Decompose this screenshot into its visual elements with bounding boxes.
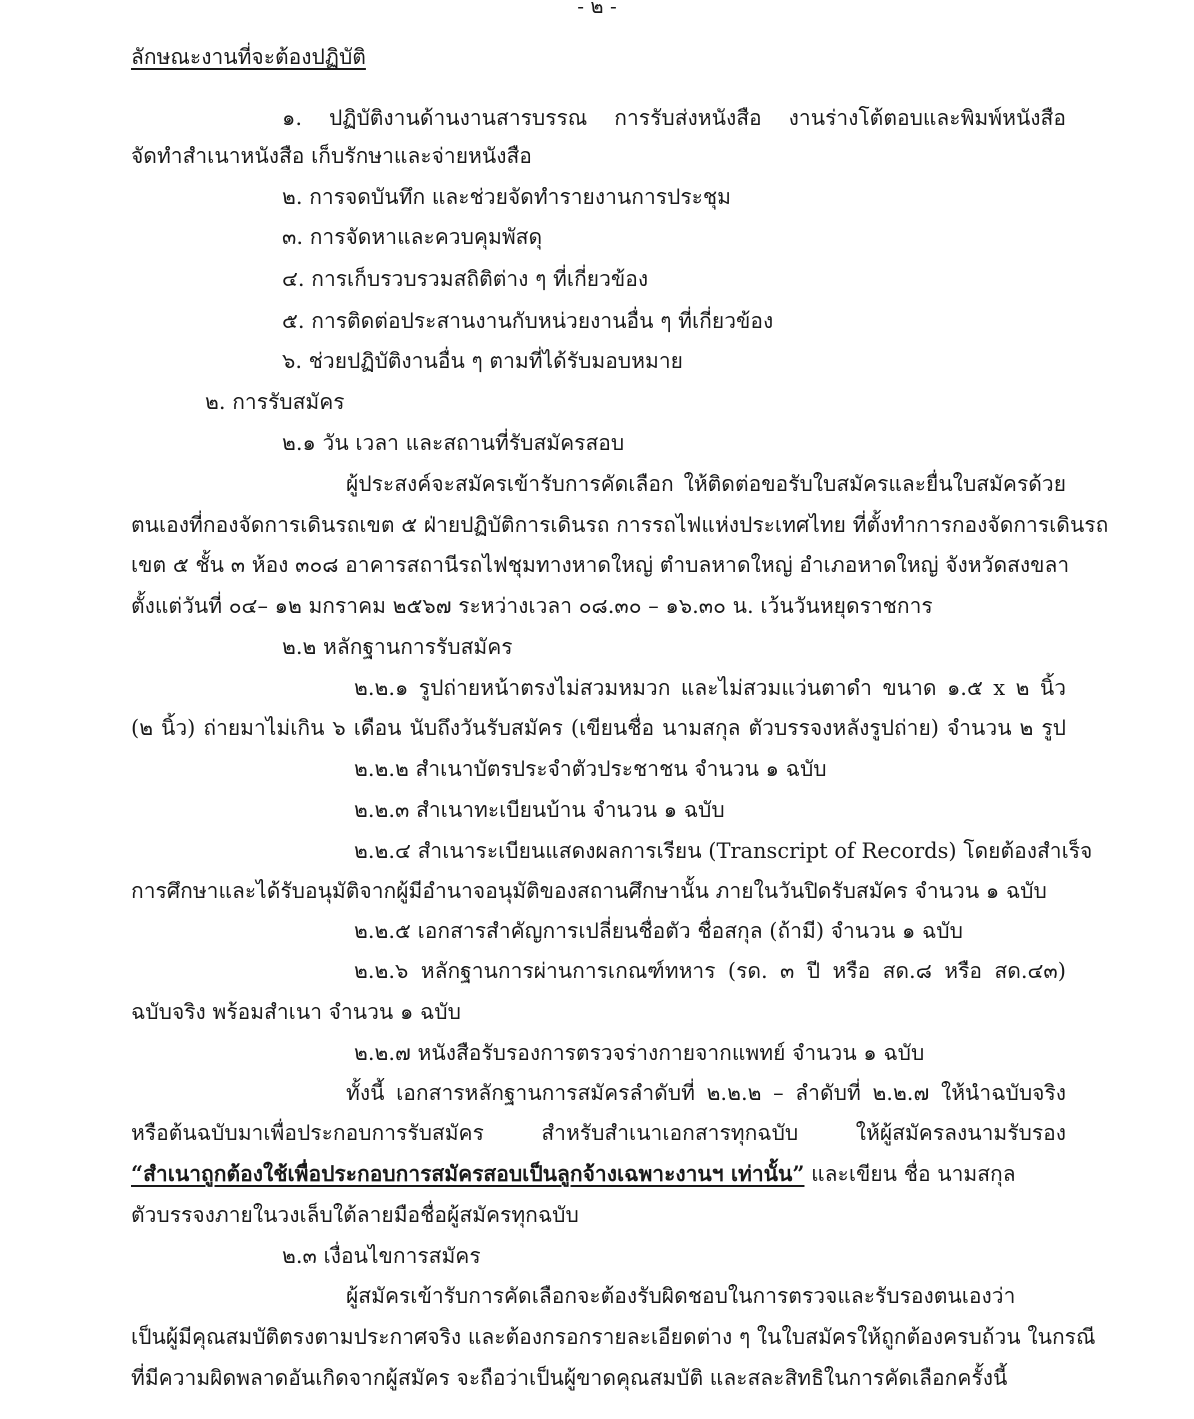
note-line-3 bbox=[131, 1159, 1016, 1189]
section-2-2-heading: ๒.๒ หลักฐานการรับสมัคร bbox=[282, 635, 513, 659]
item-2-2-1-line-2: (๒ นิ้ว) ถ่ายมาไม่เกิน ๖ เดือน นับถึงวันรับสมัคร (เขียนชื่อ นามสกุล ตัวบรรจงหลังรูปถ่าย) จำนวน ๒ รูป bbox=[131, 716, 1066, 740]
section-2-1-para-line-1: ผู้ประสงค์จะสมัครเข้ารับการคัดเลือก ให้ติดต่อขอรับใบสมัครและยื่นใบสมัครด้วย bbox=[346, 472, 1066, 496]
duty-1-line-2: จัดทำสำเนาหนังสือ เก็บรักษาและจ่ายหนังสือ bbox=[131, 144, 532, 168]
item-2-2-4-line-2: การศึกษาและได้รับอนุมัติจากผู้มีอำนาจอนุมัติของสถานศึกษานั้น ภายในวันปิดรับสมัคร จำนวน ๑ ฉบับ bbox=[131, 879, 1047, 903]
duty-2: ๒. การจดบันทึก และช่วยจัดทำรายงานการประชุม bbox=[282, 185, 731, 209]
section-2-1-para-line-2: ตนเองที่กองจัดการเดินรถเขต ๕ ฝ่ายปฏิบัติการเดินรถ การรถไฟแห่งประเทศไทย ที่ตั้งทำการกองจัดการเดินรถ bbox=[131, 513, 1109, 537]
item-2-2-5: ๒.๒.๕ เอกสารสำคัญการเปลี่ยนชื่อตัว ชื่อสกุล (ถ้ามี) จำนวน ๑ ฉบับ bbox=[354, 919, 963, 943]
note-line-2: หรือต้นฉบับมาเพื่อประกอบการรับสมัคร สำหรับสำเนาเอกสารทุกฉบับ ให้ผู้สมัครลงนามรับรอง bbox=[131, 1121, 1066, 1145]
duty-3: ๓. การจัดหาและควบคุมพัสดุ bbox=[282, 225, 543, 249]
section-2-3-para-line-1: ผู้สมัครเข้ารับการคัดเลือกจะต้องรับผิดชอบในการตรวจและรับรองตนเองว่า bbox=[346, 1284, 1016, 1308]
section-title: ลักษณะงานที่จะต้องปฏิบัติ bbox=[131, 45, 366, 69]
item-2-2-4-line-1: ๒.๒.๔ สำเนาระเบียนแสดงผลการเรียน (Transcript of Records) โดยต้องสำเร็จ bbox=[354, 839, 1093, 863]
section-2-1-heading: ๒.๑ วัน เวลา และสถานที่รับสมัครสอบ bbox=[282, 431, 625, 455]
certification-phrase: “สำเนาถูกต้องใช้เพื่อประกอบการสมัครสอบเป็นลูกจ้างเฉพาะงานฯ เท่านั้น” bbox=[131, 1161, 805, 1186]
duty-6: ๖. ช่วยปฏิบัติงานอื่น ๆ ตามที่ได้รับมอบหมาย bbox=[282, 349, 683, 373]
item-2-2-1-line-1: ๒.๒.๑ รูปถ่ายหน้าตรงไม่สวมหมวก และไม่สวมแว่นตาดำ ขนาด ๑.๕ x ๒ นิ้ว bbox=[354, 676, 1066, 700]
duty-4: ๔. การเก็บรวบรวมสถิติต่าง ๆ ที่เกี่ยวข้อง bbox=[282, 267, 649, 291]
section-2-1-para-line-3: เขต ๕ ชั้น ๓ ห้อง ๓๐๘ อาคารสถานีรถไฟชุมทางหาดใหญ่ ตำบลหาดใหญ่ อำเภอหาดใหญ่ จังหวัดสงขลา bbox=[131, 553, 1070, 577]
note-line-1: ทั้งนี้ เอกสารหลักฐานการสมัครลำดับที่ ๒.๒.๒ – ลำดับที่ ๒.๒.๗ ให้นำฉบับจริง bbox=[346, 1081, 1066, 1105]
application-heading: ๒. การรับสมัคร bbox=[205, 390, 345, 414]
duty-1-line-1: ๑. ปฏิบัติงานด้านงานสารบรรณ การรับส่งหนังสือ งานร่างโต้ตอบและพิมพ์หนังสือ bbox=[282, 106, 1066, 130]
section-2-3-heading: ๒.๓ เงื่อนไขการสมัคร bbox=[282, 1244, 481, 1268]
item-2-2-7: ๒.๒.๗ หนังสือรับรองการตรวจร่างกายจากแพทย์ จำนวน ๑ ฉบับ bbox=[354, 1041, 925, 1065]
duty-5: ๕. การติดต่อประสานงานกับหน่วยงานอื่น ๆ ที่เกี่ยวข้อง bbox=[282, 309, 774, 333]
section-2-1-para-line-4: ตั้งแต่วันที่ ๐๔– ๑๒ มกราคม ๒๕๖๗ ระหว่างเวลา ๐๘.๓๐ – ๑๖.๓๐ น. เว้นวันหยุดราชการ bbox=[131, 594, 933, 618]
section-2-3-para-line-3: ที่มีความผิดพลาดอันเกิดจากผู้สมัคร จะถือว่าเป็นผู้ขาดคุณสมบัติ และสละสิทธิในการคัดเลือกครั้งนี้ bbox=[131, 1366, 1008, 1390]
note-line-3-rest: และเขียน ชื่อ นามสกุล bbox=[804, 1162, 1016, 1186]
note-line-4: ตัวบรรจงภายในวงเล็บใต้ลายมือชื่อผู้สมัครทุกฉบับ bbox=[131, 1203, 579, 1227]
item-2-2-2: ๒.๒.๒ สำเนาบัตรประจำตัวประชาชน จำนวน ๑ ฉบับ bbox=[354, 757, 827, 781]
page-number: - ๒ - bbox=[577, 0, 617, 18]
item-2-2-6-line-2: ฉบับจริง พร้อมสำเนา จำนวน ๑ ฉบับ bbox=[131, 1000, 461, 1024]
item-2-2-3: ๒.๒.๓ สำเนาทะเบียนบ้าน จำนวน ๑ ฉบับ bbox=[354, 798, 725, 822]
section-2-3-para-line-2: เป็นผู้มีคุณสมบัติตรงตามประกาศจริง และต้องกรอกรายละเอียดต่าง ๆ ในใบสมัครให้ถูกต้องครบถ้วน ในกรณี bbox=[131, 1325, 1096, 1349]
item-2-2-6-line-1: ๒.๒.๖ หลักฐานการผ่านการเกณฑ์ทหาร (รด. ๓ ปี หรือ สด.๘ หรือ สด.๔๓) bbox=[354, 959, 1066, 983]
